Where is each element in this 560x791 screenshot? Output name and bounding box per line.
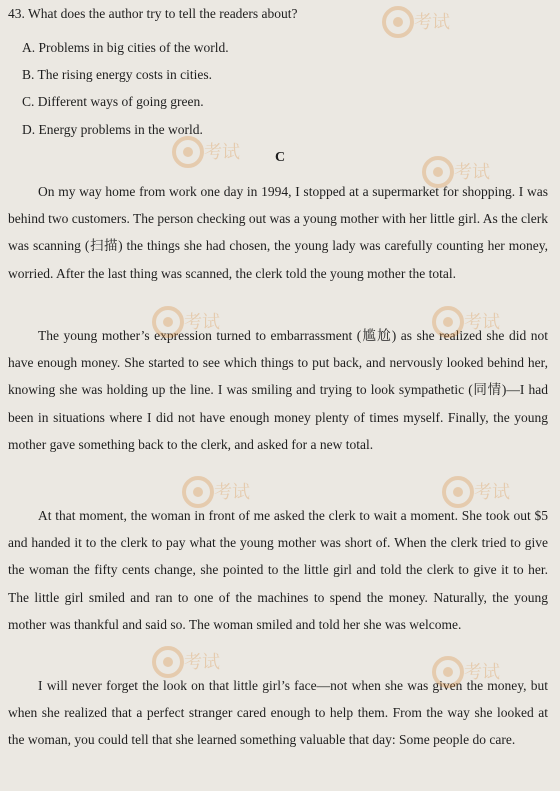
paragraph-2 [8, 322, 548, 458]
svg-text:考试: 考试 [454, 162, 490, 183]
paragraph-2-text: The young mother’s expression turned to embarrassment (尴尬) as she realized she did not have enough money. She started to see which things to put back, and nervously looked behind her, knowing she was holding up the line. I was smiling and trying to look sympathetic (同情)—I had been in situations where I did not have enough money plenty of times myself. Finally, the young mother gave something back to the clerk, and asked for a new total. [8, 328, 548, 452]
paragraph-4 [8, 672, 548, 754]
section-label: C [275, 150, 286, 165]
svg-text:考试: 考试 [474, 482, 510, 503]
question-stem: 43. What does the author try to tell the readers about? [8, 6, 298, 21]
svg-text:考试: 考试 [464, 312, 500, 333]
watermark-logo [170, 130, 250, 185]
svg-text:考试: 考试 [214, 482, 250, 503]
paragraph-1-text: On my way home from work one day in 1994, I stopped at a supermarket for shopping. I was behind two customers. The person checking out was a young mother with her little girl. As the clerk was scanning (扫描) the things she had chosen, the young lady was carefully counting her money, worried. After the last thing was scanned, the clerk told the young mother the total. [8, 184, 549, 281]
option-d: D. Energy problems in the world. [22, 122, 203, 137]
paragraph-1 [8, 178, 548, 287]
svg-text:考试: 考试 [464, 662, 500, 683]
paragraph-4-text: I will never forget the look on that little girl’s face—not when she was given the money, but when she realized that a perfect stranger cared enough to help them. From the way she looked at the woman, you could tell that she learned something valuable that day: Some people do care. [8, 678, 548, 748]
svg-text:考试: 考试 [414, 12, 450, 33]
watermark-logo [380, 0, 460, 55]
paragraph-3 [8, 502, 548, 638]
svg-text:考试: 考试 [184, 312, 220, 333]
option-a: A. Problems in big cities of the world. [22, 40, 229, 55]
option-c: C. Different ways of going green. [22, 94, 204, 109]
svg-text:考试: 考试 [204, 142, 240, 163]
svg-text:考试: 考试 [184, 652, 220, 673]
paragraph-3-text: At that moment, the woman in front of me asked the clerk to wait a moment. She took out $5 and handed it to the clerk to pay what the young mother was short of. When the clerk tried to give the woman the fifty cents change, she pointed to the little girl and told the clerk to give it to her. The little girl smiled and ran to one of the machines to spend the money. Naturally, the young mother was thankful and said so. The woman smiled and told her she was welcome. [8, 508, 548, 632]
option-b: B. The rising energy costs in cities. [22, 67, 212, 82]
